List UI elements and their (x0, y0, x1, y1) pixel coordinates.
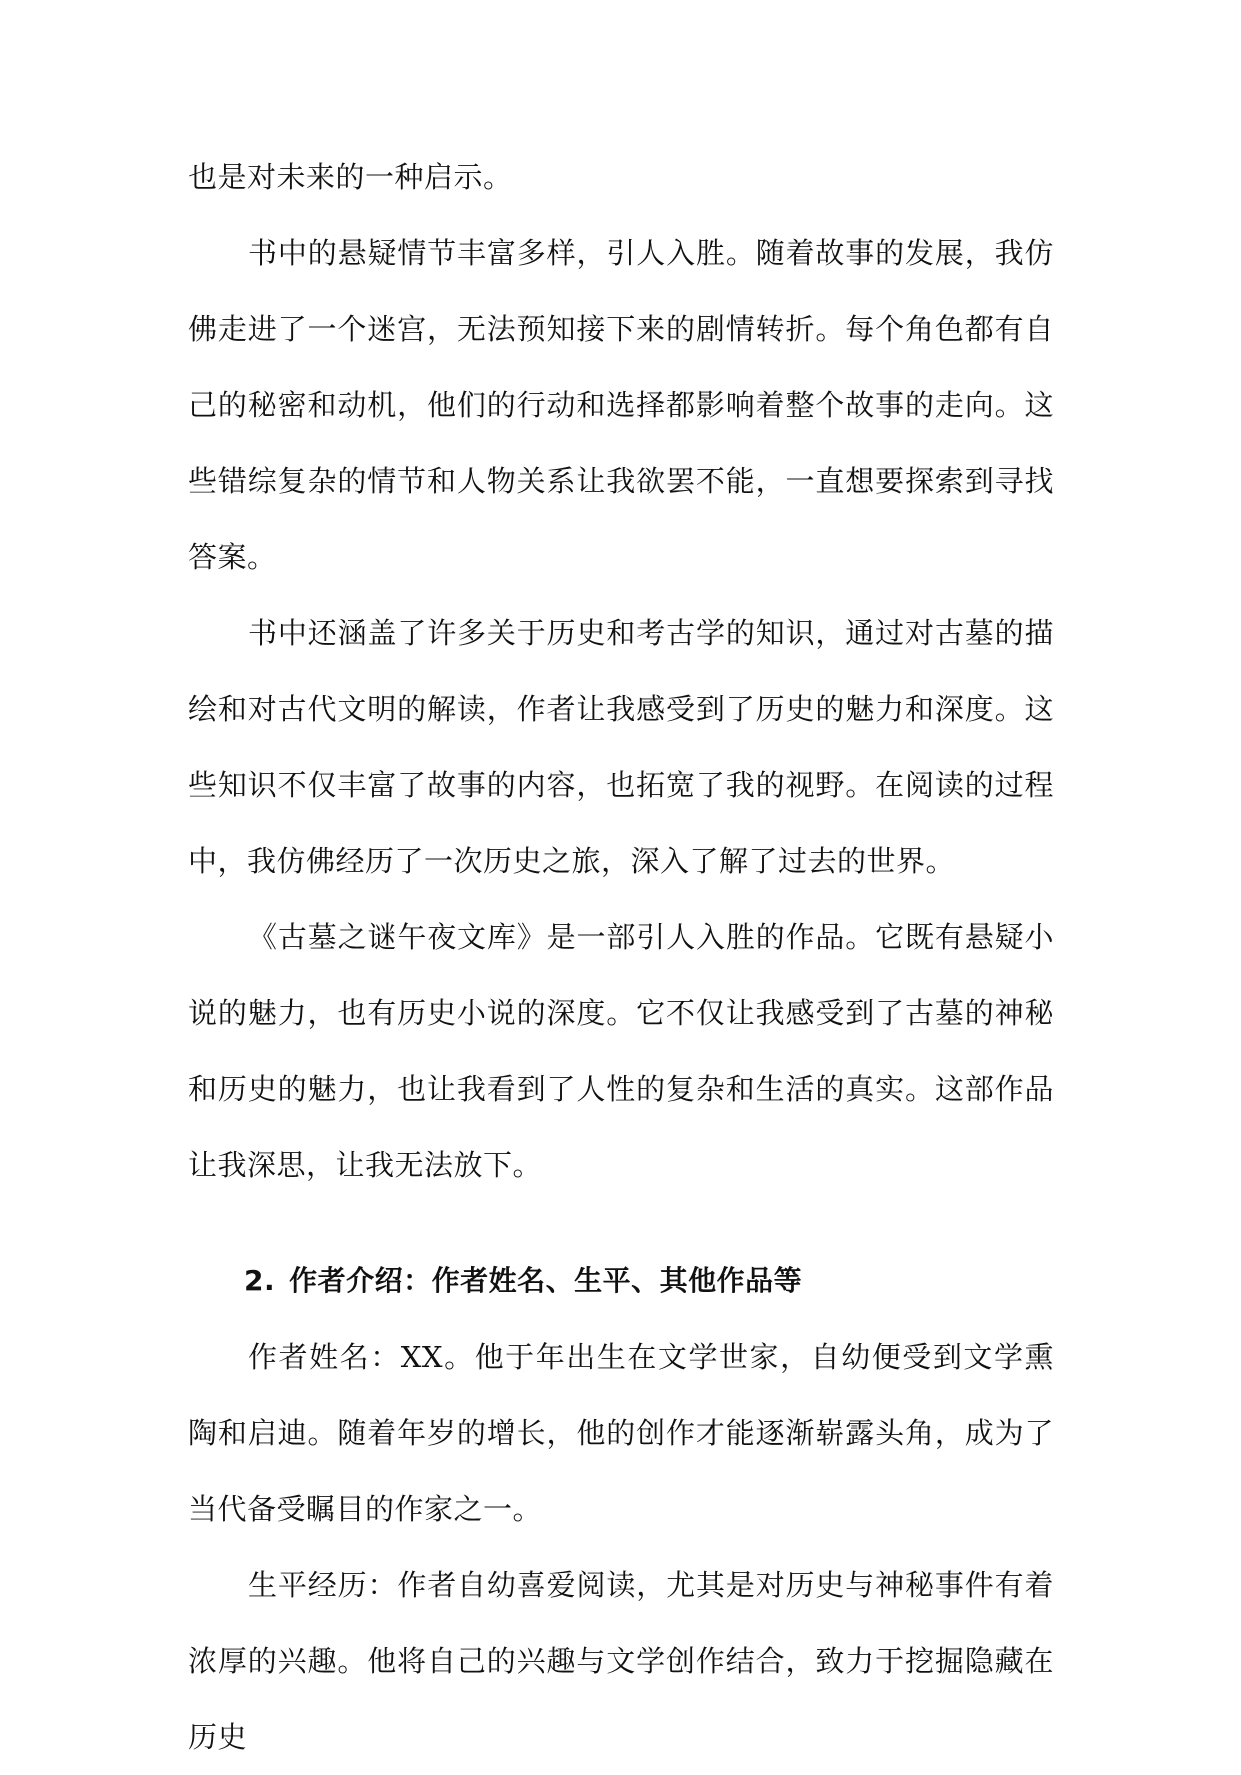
paragraph-conclusion: 《古墓之谜午夜文库》是一部引人入胜的作品。它既有悬疑小说的魅力，也有历史小说的深度。它不仅让我感受到了古墓的神秘和历史的魅力，也让我看到了人性的复杂和生活的真实。这部作品让我深思，让我无法放下。 (188, 920, 1054, 1182)
paragraph-author-life: 生平经历：作者自幼喜爱阅读，尤其是对历史与神秘事件有着浓厚的兴趣。他将自己的兴趣与文学创作结合，致力于挖掘隐藏在历史 (188, 1568, 1054, 1754)
paragraph-continuation: 也是对未来的一种启示。 (188, 160, 513, 194)
document-page (188, 139, 1054, 1775)
paragraph-author-name: 作者姓名：XX。他于年出生在文学世家，自幼便受到文学熏陶和启迪。随着年岁的增长，他的创作才能逐渐崭露头角，成为了当代备受瞩目的作家之一。 (188, 1340, 1054, 1526)
section-heading (188, 1243, 1054, 1319)
paragraph-history-knowledge: 书中还涵盖了许多关于历史和考古学的知识，通过对古墓的描绘和对古代文明的解读，作者让我感受到了历史的魅力和深度。这些知识不仅丰富了故事的内容，也拓宽了我的视野。在阅读的过程中，我仿佛经历了一次历史之旅，深入了解了过去的世界。 (188, 616, 1054, 878)
section-number: 2. (244, 1264, 276, 1297)
paragraph-suspense-plot: 书中的悬疑情节丰富多样，引人入胜。随着故事的发展，我仿佛走进了一个迷宫，无法预知接下来的剧情转折。每个角色都有自己的秘密和动机，他们的行动和选择都影响着整个故事的走向。这些错综复杂的情节和人物关系让我欲罢不能，一直想要探索到寻找答案。 (188, 236, 1054, 574)
section-title: 作者介绍：作者姓名、生平、其他作品等 (289, 1264, 803, 1297)
